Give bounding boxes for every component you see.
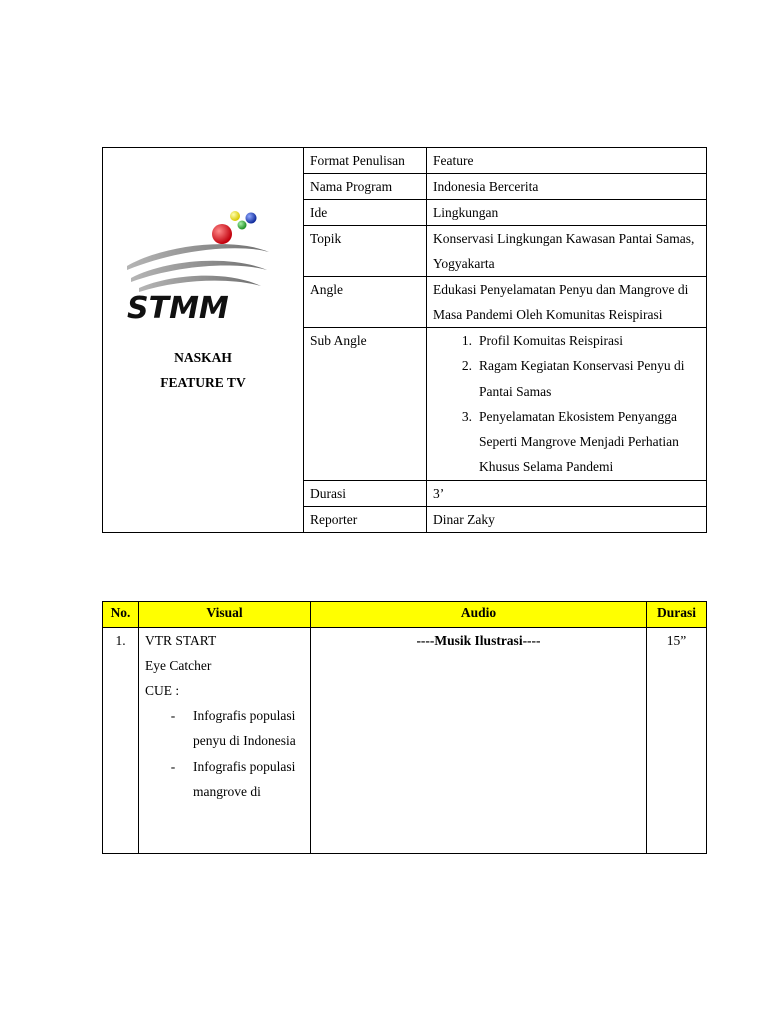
info-value: Indonesia Bercerita <box>427 174 707 200</box>
info-value: Edukasi Penyelamatan Penyu dan Mangrove di Masa Pandemi Oleh Komunitas Reispirasi <box>427 277 707 328</box>
row-audio: ----Musik Ilustrasi---- <box>311 628 647 854</box>
list-item <box>433 404 700 480</box>
column-header-no: No. <box>103 602 139 628</box>
cue-list <box>145 703 304 804</box>
info-label: Topik <box>304 226 427 277</box>
script-header-row <box>103 602 707 628</box>
column-header-durasi: Durasi <box>647 602 707 628</box>
logo-blue-ball <box>246 213 257 224</box>
sub-angle-value <box>427 328 707 481</box>
info-value: Konservasi Lingkungan Kawasan Pantai Samas, Yogyakarta <box>427 226 707 277</box>
info-value: 3’ <box>427 480 707 506</box>
list-item <box>433 328 700 353</box>
column-header-visual: Visual <box>139 602 311 628</box>
visual-line: Eye Catcher <box>145 658 212 673</box>
list-number: 2. <box>461 358 472 374</box>
info-value: Feature <box>427 148 707 174</box>
table-row <box>103 628 707 854</box>
info-value: Dinar Zaky <box>427 506 707 532</box>
info-label: Ide <box>304 200 427 226</box>
list-item <box>145 754 304 805</box>
document-title-line2: FEATURE TV <box>160 375 246 390</box>
list-text: Infografis populasi penyu di Indonesia <box>193 708 296 749</box>
logo-yellow-ball <box>230 211 240 221</box>
list-number: 3. <box>461 408 472 424</box>
logo-green-ball <box>238 221 247 230</box>
info-label: Durasi <box>304 480 427 506</box>
info-label: Reporter <box>304 506 427 532</box>
document-title <box>103 345 303 395</box>
info-label: Angle <box>304 277 427 328</box>
document-title-line1: NASKAH <box>174 350 232 365</box>
list-text: Penyelamatan Ekosistem Penyangga Seperti Mangrove Menjadi Perhatian Khusus Selama Pandemi <box>479 408 679 475</box>
script-table <box>102 601 707 854</box>
list-text: Profil Komuitas Reispirasi <box>479 333 623 348</box>
info-row-format <box>103 148 707 174</box>
row-durasi: 15” <box>647 628 707 854</box>
stmm-logo <box>121 208 271 328</box>
sub-angle-list <box>433 328 700 480</box>
list-item <box>145 703 304 754</box>
row-visual <box>139 628 311 854</box>
logo-title-cell <box>103 148 304 533</box>
list-text: Infografis populasi mangrove di <box>193 758 296 799</box>
list-text: Ragam Kegiatan Konservasi Penyu di Pantai Samas <box>479 358 685 399</box>
logo-swoosh-3 <box>139 276 261 292</box>
info-label: Nama Program <box>304 174 427 200</box>
list-number: 1. <box>461 333 472 348</box>
logo-red-ball <box>212 224 232 244</box>
row-number: 1. <box>103 628 139 854</box>
column-header-audio: Audio <box>311 602 647 628</box>
program-info-table <box>102 147 707 533</box>
logo-wordmark: STMM <box>127 291 229 326</box>
list-item <box>433 353 700 404</box>
stmm-logo-graphic <box>121 208 271 328</box>
info-label: Format Penulisan <box>304 148 427 174</box>
list-dash: - <box>170 708 176 723</box>
info-label: Sub Angle <box>304 328 427 481</box>
list-dash: - <box>170 758 176 774</box>
visual-line: CUE : <box>145 683 180 698</box>
info-value: Lingkungan <box>427 200 707 226</box>
visual-line: VTR START <box>145 633 217 648</box>
